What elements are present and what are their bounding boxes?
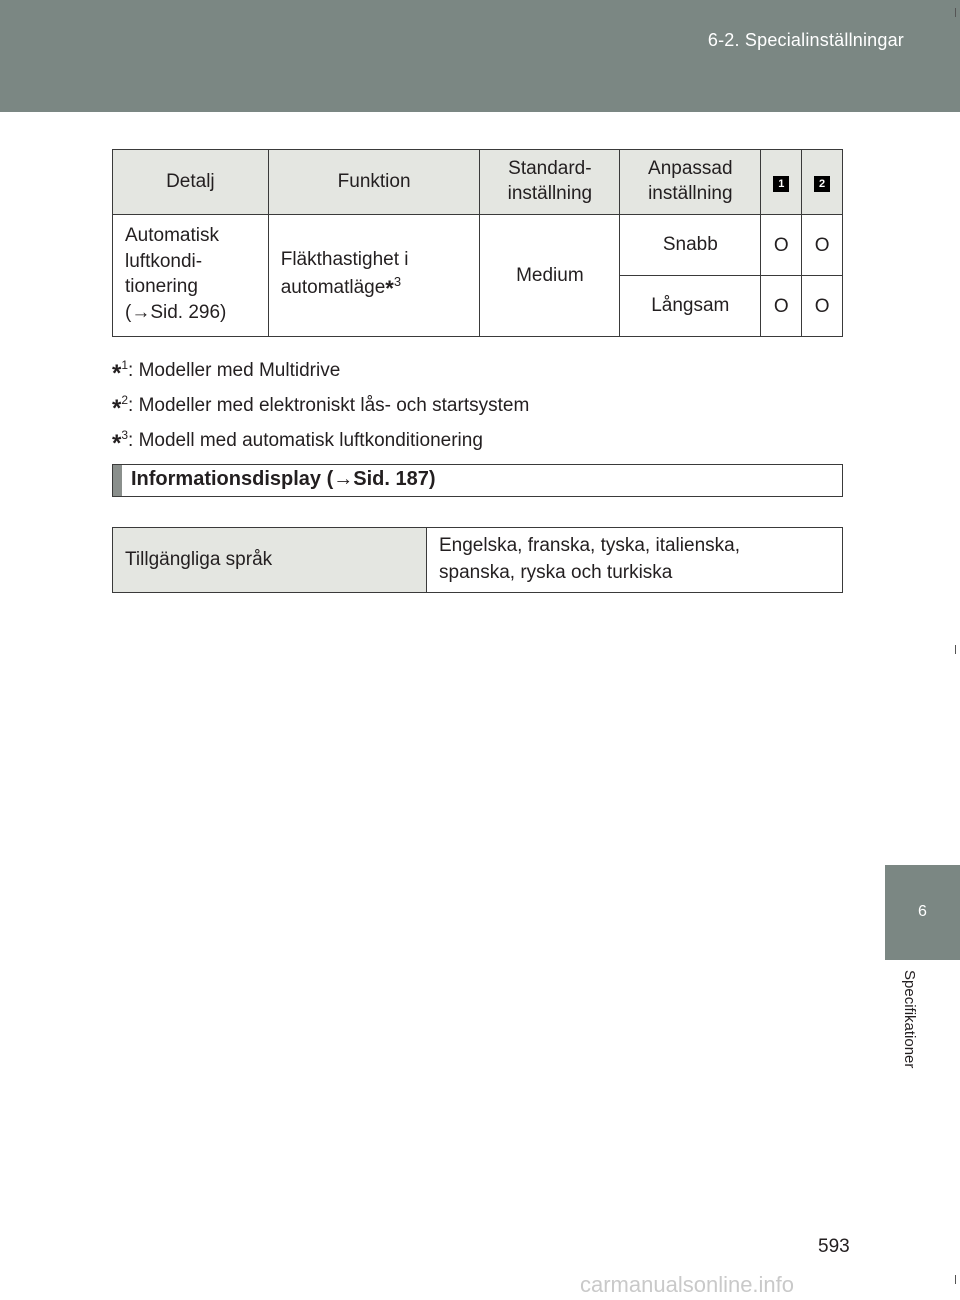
chapter-label: Specifikationer xyxy=(901,970,918,1069)
header-detail: Detalj xyxy=(113,150,269,215)
header-model-1 xyxy=(761,150,802,215)
table-header-row xyxy=(113,150,843,215)
footnote-item xyxy=(112,387,529,422)
function-text: Fläkthastighet i automatläge xyxy=(280,249,409,298)
info-label: Tillgängliga språk xyxy=(113,528,427,593)
footnote-number: 3 xyxy=(121,428,129,442)
model-badge-2: 2 xyxy=(814,176,830,192)
function-footnote-ref: 3 xyxy=(393,273,402,289)
info-table xyxy=(112,527,843,593)
info-value-text: Engelska, franska, tyska, italienska, spanska, ryska och turkiska xyxy=(439,535,740,583)
cell-model-1: O xyxy=(761,215,802,276)
header-title: 6-2. Specialinställningar xyxy=(707,30,904,50)
info-value xyxy=(427,528,843,593)
footnote-item xyxy=(112,352,529,387)
cell-function xyxy=(268,215,480,337)
model-badge-1: 1 xyxy=(773,176,789,192)
footnote-star: * xyxy=(385,275,394,301)
crop-mark xyxy=(955,8,956,17)
footnote-star: * xyxy=(112,430,122,457)
footnotes xyxy=(112,352,529,457)
cell-option-label: Snabb xyxy=(620,215,761,276)
cell-detail xyxy=(113,215,269,337)
section-header-bar xyxy=(113,465,122,496)
header-function: Funktion xyxy=(268,150,480,215)
header-custom-text: Anpassad inställning xyxy=(648,158,733,204)
header-model-2 xyxy=(802,150,843,215)
header-standard-text: Standard- inställning xyxy=(507,158,593,204)
footnote-text: : Modell med automatisk luftkonditionering xyxy=(128,430,483,451)
page-number: 593 xyxy=(818,1236,850,1257)
header-custom xyxy=(620,150,761,215)
footnote-number: 1 xyxy=(121,358,129,372)
section-header xyxy=(112,464,843,497)
watermark: carmanualsonline.info xyxy=(580,1272,795,1297)
cell-option-label: Långsam xyxy=(620,276,761,337)
detail-text: Automatisk luftkondi- tionering (→Sid. 296) xyxy=(125,225,227,323)
table-row xyxy=(113,215,843,276)
footnote-number: 2 xyxy=(121,393,129,407)
footnote-star: * xyxy=(112,395,122,422)
cell-model-2: O xyxy=(802,215,843,276)
footnote-text: : Modeller med Multidrive xyxy=(128,360,341,381)
cell-standard: Medium xyxy=(480,215,620,337)
chapter-number: 6 xyxy=(918,903,927,920)
page-header xyxy=(0,0,960,112)
footnote-star: * xyxy=(112,360,122,387)
chapter-tab xyxy=(885,865,960,960)
crop-mark xyxy=(955,1275,956,1284)
settings-table xyxy=(112,149,843,337)
header-standard xyxy=(480,150,620,215)
cell-model-1: O xyxy=(761,276,802,337)
crop-mark xyxy=(955,645,956,654)
cell-model-2: O xyxy=(802,276,843,337)
table-row xyxy=(113,528,843,593)
section-title: Informationsdisplay (→Sid. 187) xyxy=(131,468,436,490)
footnote-item xyxy=(112,422,529,457)
footnote-text: : Modeller med elektroniskt lås- och startsystem xyxy=(128,395,530,416)
